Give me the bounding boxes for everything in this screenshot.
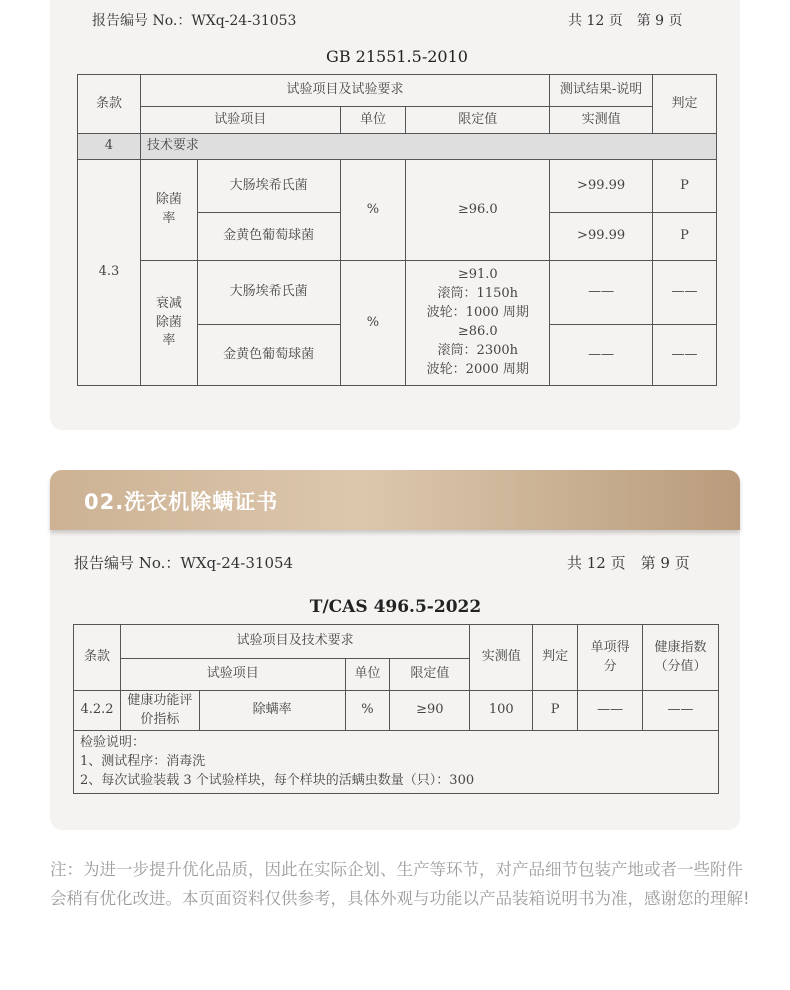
limit-line: ≥91.0 (457, 267, 498, 283)
verdict: —— (653, 325, 717, 386)
score: —— (578, 691, 643, 731)
item-name: 大肠埃希氏菌 (197, 160, 340, 213)
col-items-req: 试验项目及技术要求 (120, 625, 469, 659)
col-clause: 条款 (74, 625, 121, 691)
col-verdict: 判定 (533, 625, 578, 691)
banner-title: 02.洗衣机除螨证书 (84, 490, 279, 514)
group-label-attenuation: 衰减除菌率 (140, 261, 197, 386)
col-limit: 限定值 (406, 107, 550, 134)
unit: % (345, 691, 390, 731)
limit-line: 波轮：2000 周期 (426, 361, 529, 377)
measured-value: >99.99 (550, 160, 653, 213)
limit-value: ≥96.0 (406, 160, 550, 261)
measured-value: —— (550, 325, 653, 386)
col-limit: 限定值 (390, 659, 470, 691)
item-name: 金黄色葡萄球菌 (197, 213, 340, 261)
col-measured: 实测值 (550, 107, 653, 134)
item-name: 金黄色葡萄球菌 (197, 325, 340, 386)
note-line: 检验说明： (80, 735, 146, 750)
verdict: P (533, 691, 578, 731)
section-title: 技术要求 (140, 134, 716, 160)
item-name: 大肠埃希氏菌 (197, 261, 340, 325)
limit-value-attenuation (406, 261, 550, 386)
limit-line: 波轮：1000 周期 (426, 305, 529, 321)
limit-line: 滚筒：1150h (437, 286, 519, 302)
footer-note: 注：为进一步提升优化品质，因此在实际企划、生产等环节，对产品细节包装产地或者一些附件会稍有优化改进。本页面资料仅供参考，具体外观与功能以产品装箱说明书为准，感谢您的理解! (50, 860, 750, 908)
clause-number: 4.3 (78, 160, 141, 386)
verdict: P (653, 160, 717, 213)
col-result: 测试结果-说明 (550, 75, 653, 107)
measured-value: —— (550, 261, 653, 325)
unit: % (340, 160, 406, 261)
limit-line: 滚筒：2300h (437, 342, 519, 358)
report-number: 报告编号 No.：WXq-24-31054 (74, 554, 294, 572)
measured-value: 100 (470, 691, 533, 731)
report-number: 报告编号 No.：WXq-24-31053 (92, 13, 297, 29)
page-count: 共 12 页 第 9 页 (568, 13, 683, 29)
standard-title: T/CAS 496.5-2022 (309, 597, 482, 617)
col-item: 试验项目 (120, 659, 345, 691)
note-line: 1、测试程序：消毒洗 (80, 754, 206, 769)
item-name: 除螨率 (199, 691, 345, 731)
verdict: —— (653, 261, 717, 325)
col-unit: 单位 (345, 659, 390, 691)
section-banner (50, 470, 740, 530)
limit-line: ≥86.0 (457, 324, 498, 339)
unit: % (340, 261, 406, 386)
clause-number: 4.2.2 (74, 691, 121, 731)
col-score: 单项得分 (578, 625, 643, 691)
mite-removal-table (73, 624, 719, 794)
col-item: 试验项目 (140, 107, 340, 134)
verdict: P (653, 213, 717, 261)
inspection-notes (74, 731, 719, 794)
measured-value: >99.99 (550, 213, 653, 261)
note-line: 2、每次试验装载 3 个试验样块，每个样块的活螨虫数量（只）：300 (80, 773, 475, 788)
health-index: —— (643, 691, 719, 731)
col-items-req: 试验项目及试验要求 (140, 75, 549, 107)
col-measured: 实测值 (470, 625, 533, 691)
limit-value: ≥90 (390, 691, 470, 731)
col-health-index: 健康指数（分值） (643, 625, 719, 691)
page-count: 共 12 页 第 9 页 (567, 554, 690, 572)
group-label-sterilization: 除菌率 (140, 160, 197, 261)
section-number: 4 (78, 134, 141, 160)
category: 健康功能评价指标 (120, 691, 199, 731)
col-verdict: 判定 (653, 75, 717, 134)
col-unit: 单位 (340, 107, 406, 134)
sterilization-table (77, 74, 717, 386)
standard-title: GB 21551.5-2010 (326, 47, 468, 66)
col-clause: 条款 (78, 75, 141, 134)
